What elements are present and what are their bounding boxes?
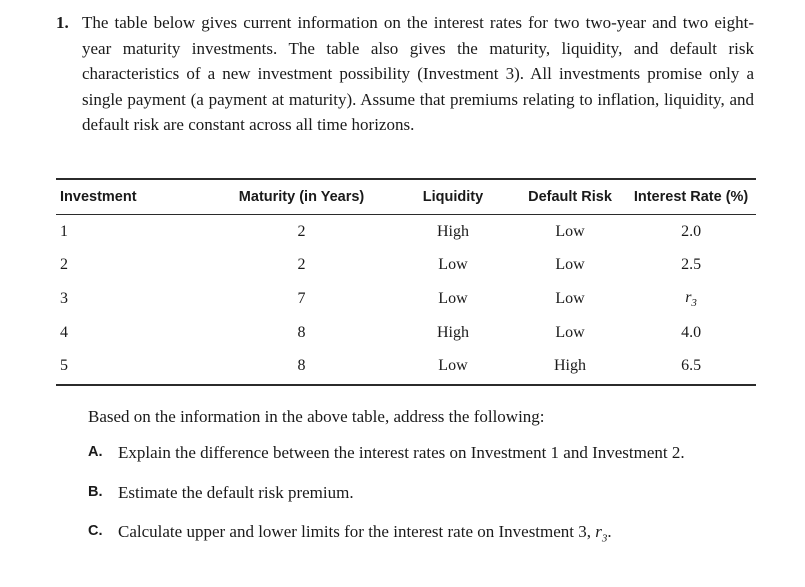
investment-table <box>56 178 756 386</box>
rate-symbol-subscript: 3 <box>691 296 697 309</box>
column-header-maturity: Maturity (in Years) <box>205 179 398 215</box>
table-row <box>56 215 756 249</box>
cell-liquidity: High <box>436 222 469 240</box>
rate-symbol-base: r <box>685 288 692 306</box>
cell-interest-rate: 4.0 <box>681 323 702 341</box>
cell-liquidity: High <box>436 323 469 341</box>
sub-question-c-suffix: . <box>607 522 612 541</box>
column-header-liquidity: Liquidity <box>398 179 508 215</box>
cell-interest-rate: 2.0 <box>681 222 702 240</box>
table-row <box>56 248 756 281</box>
cell-investment: 1 <box>60 222 68 240</box>
cell-default-risk: High <box>508 349 632 385</box>
question-text: The table below gives current information on the interest rates for two two-year and two eight-year maturity investments. The table also gives the maturity, liquidity, and default risk characteristics of a new investment possibility (Investment 3). All investments promise only a single payment (a payment at maturity). Assume that premiums relating to inflation, liquidity, and default risk are constant across all time horizons. <box>82 13 754 134</box>
rate-symbol-base: r <box>595 522 602 541</box>
table-row <box>56 281 756 316</box>
cell-investment: 5 <box>56 349 205 385</box>
cell-interest-rate: 6.5 <box>632 349 756 385</box>
cell-liquidity: Low <box>398 349 508 385</box>
sub-question-c-prefix: Calculate upper and lower limits for the interest rate on Investment 3, <box>118 522 596 541</box>
cell-maturity: 2 <box>297 222 306 240</box>
column-header-default-risk: Default Risk <box>508 179 632 215</box>
table-header <box>56 179 756 215</box>
cell-maturity: 8 <box>297 323 306 341</box>
sub-question-b <box>88 480 756 506</box>
column-header-interest-rate: Interest Rate (%) <box>632 179 756 215</box>
cell-default-risk: Low <box>555 323 585 341</box>
sub-question-a-text: Explain the difference between the interest rates on Investment 1 and Investment 2. <box>118 443 685 462</box>
cell-investment: 4 <box>60 323 68 341</box>
cell-default-risk: Low <box>555 289 585 307</box>
question-number: 1. <box>56 13 69 32</box>
cell-default-risk: Low <box>555 255 585 273</box>
cell-investment: 2 <box>60 255 68 273</box>
sub-question-b-text: Estimate the default risk premium. <box>118 482 354 502</box>
sub-question-c-label: C. <box>88 523 103 539</box>
instruction-text: Based on the information in the above table, address the following: <box>88 407 545 426</box>
cell-maturity: 2 <box>297 255 306 273</box>
cell-maturity: 8 <box>205 349 398 385</box>
sub-question-a-label: A. <box>88 444 103 460</box>
table-row <box>56 349 756 385</box>
rate-symbol-subscript: 3 <box>601 532 608 545</box>
table-row <box>56 316 756 349</box>
sub-question-c-text <box>118 519 756 552</box>
table-header-row <box>56 179 756 215</box>
cell-investment: 3 <box>60 289 68 307</box>
cell-liquidity: Low <box>438 255 468 273</box>
investment-table-wrapper <box>56 178 756 386</box>
sub-question-c <box>88 519 756 552</box>
cell-liquidity: Low <box>438 289 468 307</box>
question-block <box>56 10 756 138</box>
cell-maturity: 7 <box>297 289 306 307</box>
column-header-investment: Investment <box>56 179 205 215</box>
sub-question-b-label: B. <box>88 483 103 500</box>
sub-question-a <box>88 440 756 466</box>
sub-questions <box>88 440 756 566</box>
cell-interest-rate-symbol <box>632 281 756 316</box>
cell-default-risk: Low <box>555 222 585 240</box>
cell-interest-rate: 2.5 <box>681 255 702 273</box>
table-body <box>56 215 756 385</box>
